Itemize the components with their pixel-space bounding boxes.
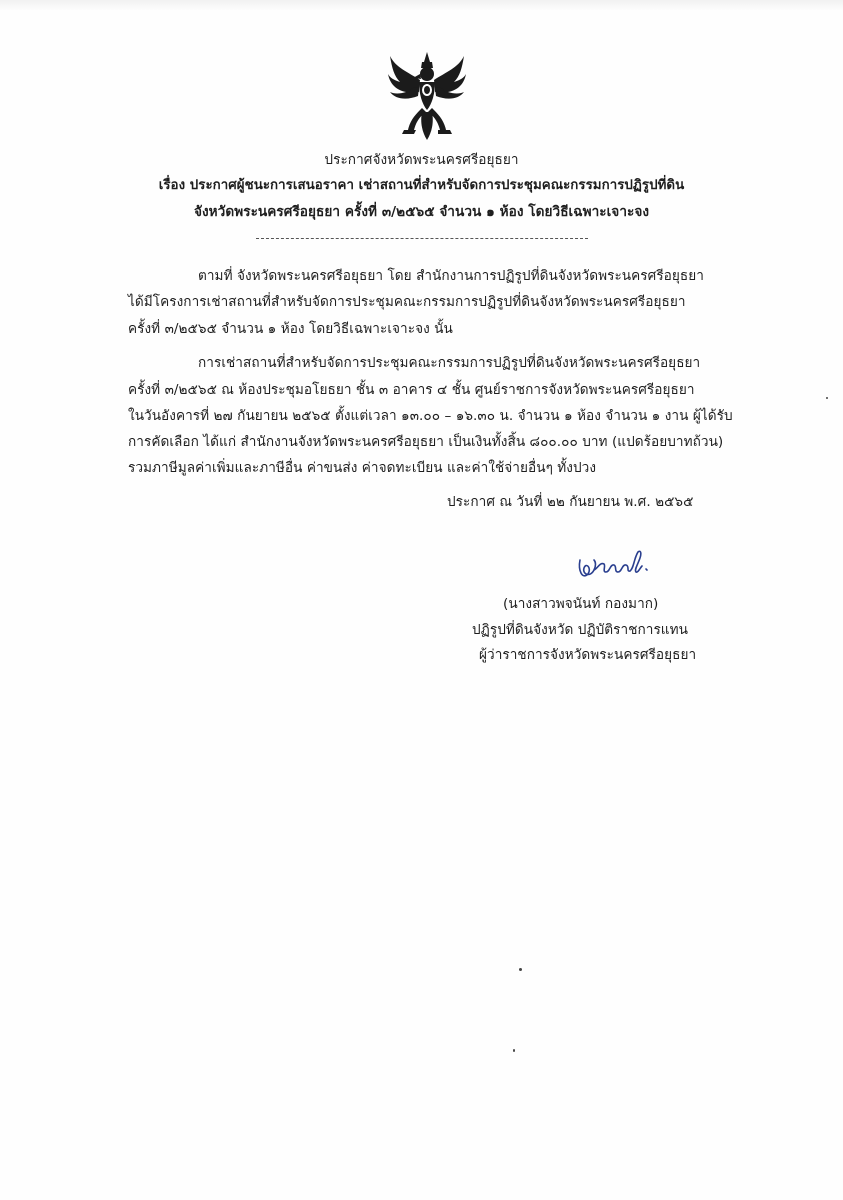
scan-speck <box>826 397 828 399</box>
signer-position-1: ปฏิรูปที่ดินจังหวัด ปฏิบัติราชการแทน <box>472 622 688 638</box>
paragraph-2-line-1: การเช่าสถานที่สำหรับจัดการประชุมคณะกรรมการปฏิรูปที่ดินจังหวัดพระนครศรีอยุธยา <box>198 355 701 371</box>
paragraph-2-line-2: ครั้งที่ ๓/๒๕๖๕ ณ ห้องประชุมอโยธยา ชั้น ๓ อาคาร ๔ ชั้น ศูนย์ราชการจังหวัดพระนครศรีอยุธยา <box>128 382 695 398</box>
document-subject-line-1: เรื่อง ประกาศผู้ชนะการเสนอราคา เช่าสถานที่สำหรับจัดการประชุมคณะกรรมการปฏิรูปที่ดิน <box>158 178 685 193</box>
document-subject-line-2: จังหวัดพระนครศรีอยุธยา ครั้งที่ ๓/๒๕๖๕ จำนวน ๑ ห้อง โดยวิธีเฉพาะเจาะจง <box>193 204 650 220</box>
scan-speck <box>519 968 522 971</box>
paragraph-2-line-5: รวมภาษีมูลค่าเพิ่มและภาษีอื่น ค่าขนส่ง ค่าจดทะเบียน และค่าใช้จ่ายอื่นๆ ทั้งปวง <box>128 460 597 476</box>
scan-edge <box>0 0 843 10</box>
paragraph-1-line-1: ตามที่ จังหวัดพระนครศรีอยุธยา โดย สำนักงานการปฏิรูปที่ดินจังหวัดพระนครศรีอยุธยา <box>198 268 704 284</box>
paragraph-1-line-3: ครั้งที่ ๓/๒๕๖๕ จำนวน ๑ ห้อง โดยวิธีเฉพาะเจาะจง นั้น <box>128 321 453 337</box>
announce-date: ประกาศ ณ วันที่ ๒๒ กันยายน พ.ศ. ๒๕๖๕ <box>447 494 694 510</box>
paragraph-2-line-4: การคัดเลือก ได้แก่ สำนักงานจังหวัดพระนครศรีอยุธยา เป็นเงินทั้งสิ้น ๘๐๐.๐๐ บาท (แปดร้อยบาทถ้วน) <box>128 434 724 450</box>
signer-position-2: ผู้ว่าราชการจังหวัดพระนครศรีอยุธยา <box>479 647 697 663</box>
paragraph-1-line-2: ได้มีโครงการเช่าสถานที่สำหรับจัดการประชุมคณะกรรมการปฏิรูปที่ดินจังหวัดพระนครศรีอยุธยา <box>128 294 686 310</box>
paragraph-2-line-3: ในวันอังคารที่ ๒๗ กันยายน ๒๕๖๕ ตั้งแต่เวลา ๑๓.๐๐ – ๑๖.๓๐ น. จำนวน ๑ ห้อง จำนวน ๑ งาน ผู้ได้รับ <box>128 408 733 424</box>
handwritten-signature <box>572 538 662 588</box>
signer-name: (นางสาวพจนันท์ กองมาก) <box>503 596 659 612</box>
garuda-emblem-icon <box>386 50 468 142</box>
scan-speck <box>513 1049 515 1052</box>
document-issuer: ประกาศจังหวัดพระนครศรีอยุธยา <box>324 152 519 168</box>
header-separator <box>256 238 588 239</box>
